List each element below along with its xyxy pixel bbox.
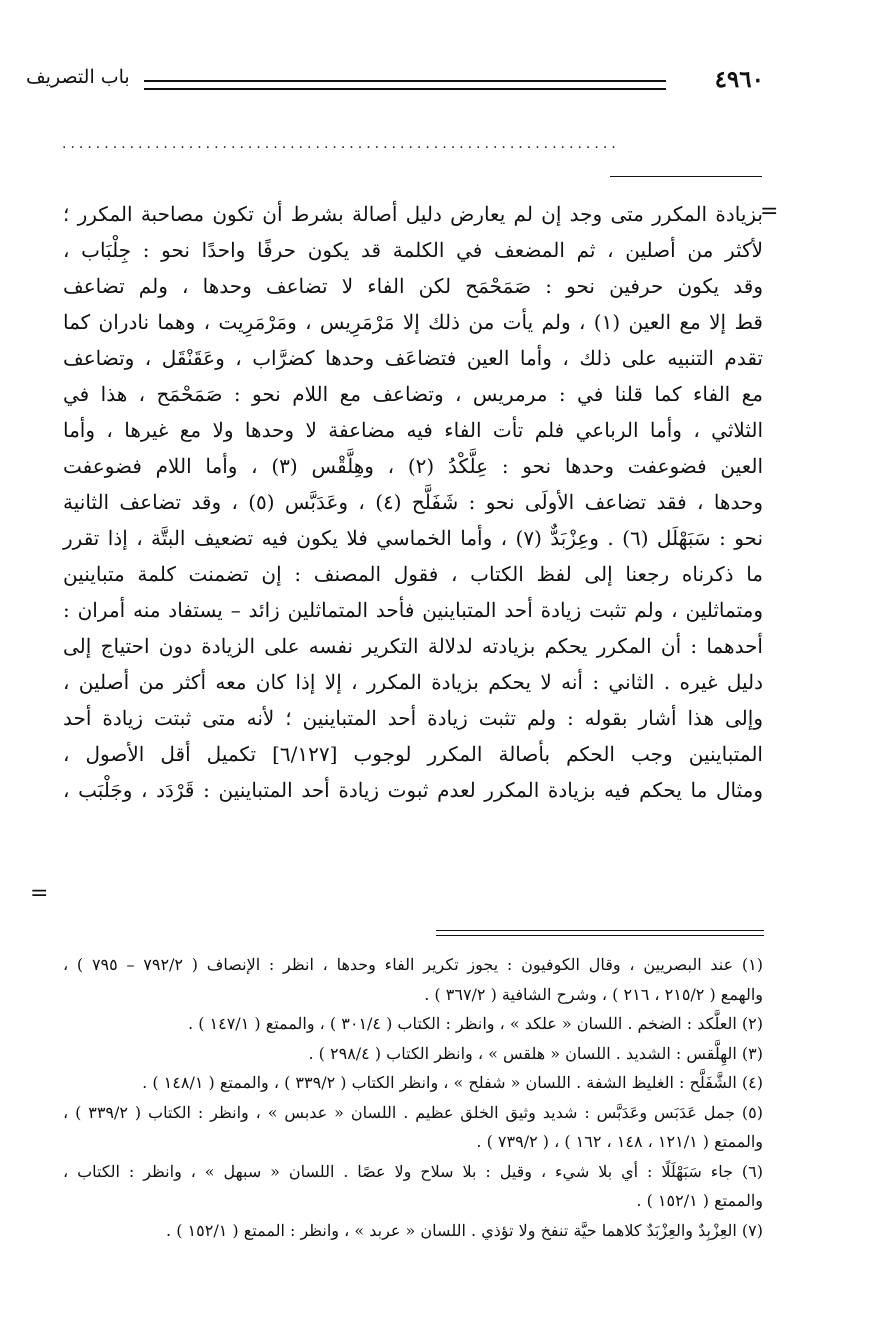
text-line: وإلى هذا أشار بقوله : ولم تثبت زيادة أحد المتباينين ؛ لأنه متى ثبتت زيادة أحد [63, 706, 763, 730]
footnote-line: (٣) الهِلَّقس : الشديد . اللسان « هلقس » ، وانظر الكتاب ( ٢٩٨/٤ ) . [308, 1043, 763, 1063]
text-line: قط إلا مع العين (١) ، ولم يأت من ذلك إلا مَرْمَرِيس ، ومَرْمَرِيت ، وهما نادران كما [63, 310, 763, 334]
text-line: وحدها ، فقد تضاعف الأولَى نحو : شَفَلَّح (٤) ، وعَدَبَّس (٥) ، وقد تضاعف الثانية [63, 490, 763, 514]
footnote-line: (٥) جمل عَدَبَس وعَدَبَّس : شديد وثيق الخلق عظيم . اللسان « عدبس » ، وانظر : الكتاب ( ٣٣٩/٢ ) ، [63, 1102, 764, 1122]
main-text [63, 196, 763, 808]
dotted-separator: .................................................................. [62, 136, 620, 152]
text-line: دليل غيره . الثاني : أنه لا يحكم بزيادة المكرر ، إلا إذا كان معه أكثر من أصلين ، [63, 670, 763, 694]
text-line: ومثال ما يحكم فيه بزيادة المكرر لعدم ثبوت زيادة أحد المتباينين : قَرْدَد ، وجَلْبَب ، [63, 778, 763, 802]
section-title: باب التصريف [26, 66, 130, 88]
footnote-line: (١) عند البصريين ، وقال الكوفيون : يجوز تكرير الفاء وحدها ، انظر : الإنصاف ( ٧٩٢/٢ – ٧٩٥ ) ، [63, 955, 764, 974]
text-line: تقدم التنبيه على ذلك ، وأما العين فتضاعَف وحدها كضرَّاب ، وعَقَنْقَل ، وتضاعف [63, 346, 763, 370]
top-rule [610, 176, 762, 177]
continuation-marker-start: = [760, 199, 779, 224]
footnotes [63, 950, 763, 1245]
text-line: ما ذكرناه رجعنا إلى لفظ الكتاب ، فقول المصنف : إن تضمنت كلمة متباينين [63, 562, 763, 586]
footnote-line: (٤) الشَّفَلَّح : الغليظ الشفة . اللسان « شفلح » ، وانظر الكتاب ( ٣٣٩/٢ ) ، والممتع ( ١٤٨/١ ) . [142, 1073, 763, 1092]
footnote-line: (٦) جاء سَبَهْلَلًا : أي بلا شيء ، وقيل : بلا سلاح ولا عصًا . اللسان « سبهل » ، وانظر : الكتاب ، [63, 1161, 763, 1181]
text-line: المتباينين وجب الحكم بأصالة المكرر لوجوب [٦/١٢٧] تكميل أقل الأصول ، [63, 742, 763, 766]
text-line: أحدهما : أن المكرر يحكم بزيادته لدلالة التكرير نفسه على الزيادة دون احتياج إلى [63, 634, 763, 658]
footnote-line: (٢) العلَّكد : الضخم . اللسان « علكد » ، وانظر : الكتاب ( ٣٠١/٤ ) ، والممتع ( ١٤٧/١ ) . [188, 1014, 763, 1033]
text-line: ومتماثلين ، ولم تثبت زيادة أحد المتباينين فأحد المتماثلين زائد – يستفاد منه أمران : [63, 598, 763, 622]
text-line: العين فضوعفت وحدها نحو : عِلَّكْدُ (٢) ، وهِلَّقْس (٣) ، وأما اللام فضوعفت [63, 454, 763, 478]
footnote-separator [436, 930, 764, 936]
footnote-line: (٧) العِزْبِدٌ والعِزْبَدٌ كلاهما حيَّة تنفخ ولا تؤذي . اللسان « عربد » ، وانظر : الممتع ( ١٥٢/١ ) . [166, 1220, 763, 1240]
continuation-marker-end: = [30, 881, 49, 906]
header-double-rule [144, 80, 666, 90]
text-line: وقد يكون حرفين نحو : صَمَحْمَح لكن الفاء لا تضاعف وحدها ، ولم تضاعف [63, 274, 763, 298]
footnote-line: والهمع ( ٢١٥/٢ ، ٢١٦ ) ، وشرح الشافية ( ٣٦٧/٢ ) . [424, 984, 763, 1004]
text-line: لأكثر من أصلين ، ثم المضعف في الكلمة قد يكون حرفًا واحدًا نحو : جِلْبَاب ، [63, 238, 763, 262]
page-header [26, 64, 764, 108]
page-number: ٤٩٦٠ [714, 66, 764, 93]
text-line: نحو : سَبَهْلَل (٦) . وعِزْبَدٌّ (٧) ، وأما الخماسي فلا يكون فيه تضعيف البتَّة ، إذا تقرر [63, 526, 764, 550]
text-line: بزيادة المكرر متى وجد إن لم يعارض دليل أصالة بشرط أن تكون مصاحبة المكرر ؛ [63, 202, 763, 226]
text-line: مع الفاء كما قلنا في : مرمريس ، وتضاعف مع اللام نحو : صَمَحْمَح ، هذا في [63, 382, 763, 406]
text-line: الثلاثي ، وأما الرباعي فلم تأت الفاء فيه مضاعفة لا وحدها ولا مع غيرها ، وأما [63, 418, 763, 442]
footnote-line: والممتع ( ١٥٢/١ ) . [636, 1191, 763, 1210]
footnote-line: والممتع ( ١٢١/١ ، ١٤٨ ، ١٦٢ ) ، ( ٧٣٩/٢ ) . [476, 1132, 763, 1151]
